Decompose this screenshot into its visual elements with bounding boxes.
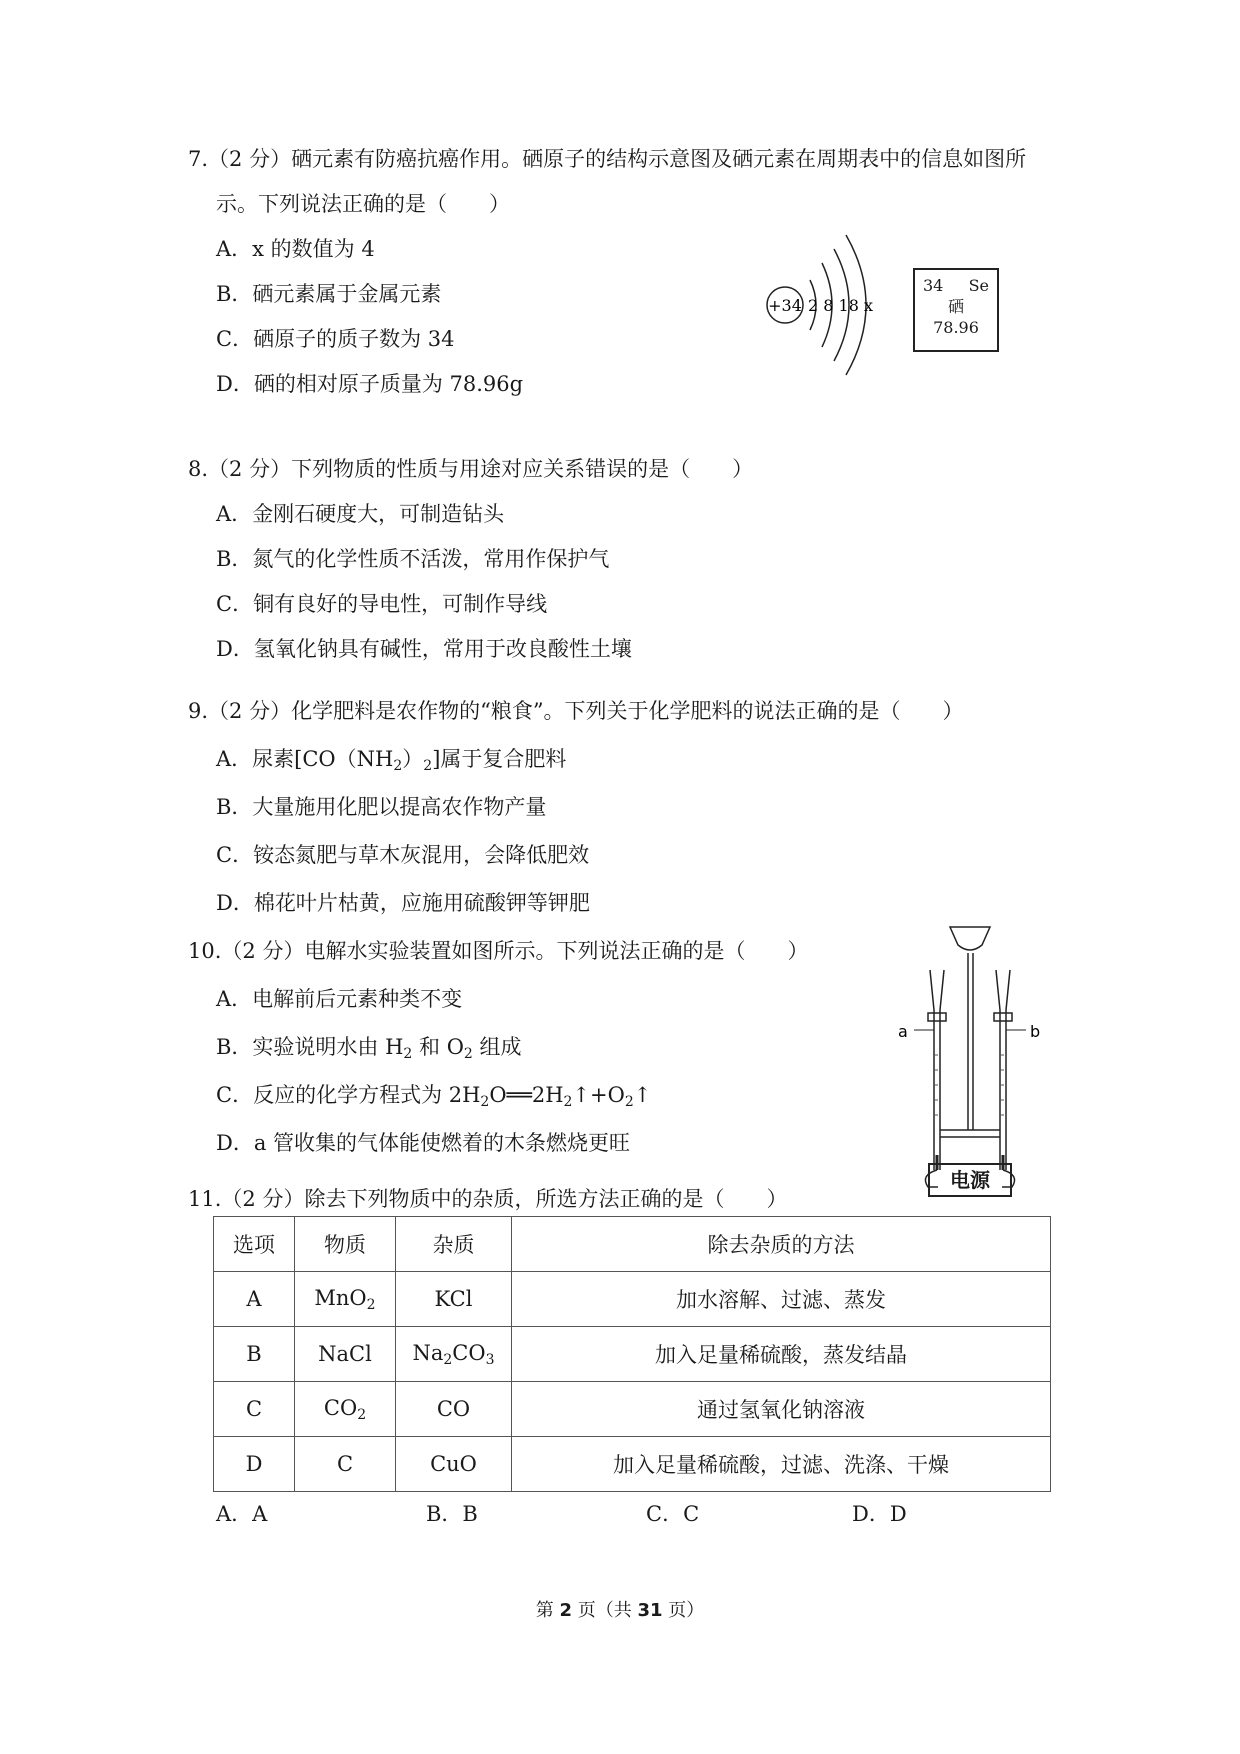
q9-number: 9. bbox=[188, 699, 209, 723]
q9-a-sub1: 2 bbox=[393, 758, 403, 774]
footer-total-pages: 31 bbox=[637, 1600, 663, 1621]
cell-method: 加水溶解、过滤、蒸发 bbox=[512, 1272, 1051, 1327]
q7-stem bbox=[188, 143, 1026, 173]
cell-substance: C bbox=[295, 1437, 396, 1492]
se-atomic-number: 34 bbox=[923, 276, 944, 295]
label-b: b bbox=[1030, 1022, 1041, 1041]
q8-option-c[interactable]: C．铜有良好的导电性，可制作导线 bbox=[216, 592, 548, 616]
q11-answer-c[interactable]: C．C bbox=[646, 1502, 700, 1526]
cell-impurity: $Na_2CO_3$ bbox=[396, 1327, 512, 1382]
q10-c-post: ↑ bbox=[633, 1083, 652, 1107]
q9-a-mid: ） bbox=[402, 747, 424, 771]
nucleus-charge: +34 bbox=[768, 296, 802, 315]
q11-number: 11. bbox=[188, 1187, 222, 1211]
q10-option-c[interactable] bbox=[216, 1079, 651, 1110]
shell-electrons: 2 8 18 x bbox=[808, 296, 873, 315]
cell-method: 加入足量稀硫酸，过滤、洗涤、干燥 bbox=[512, 1437, 1051, 1492]
periodic-table-cell-se bbox=[913, 268, 999, 352]
q10-c-s1: 2 bbox=[480, 1094, 490, 1110]
power-supply-box: 电源 bbox=[928, 1163, 1012, 1197]
q10-c-m1: O══2H bbox=[489, 1083, 564, 1107]
q7-option-c[interactable]: C．硒原子的质子数为 34 bbox=[216, 327, 455, 351]
q10-b-sub2: 2 bbox=[463, 1046, 473, 1062]
q10-c-s2: 2 bbox=[563, 1094, 573, 1110]
q7-stem-line1: （2 分）硒元素有防癌抗癌作用。硒原子的结构示意图及硒元素在周期表中的信息如图所 bbox=[208, 147, 1027, 171]
q10-stem-text: （2 分）电解水实验装置如图所示。下列说法正确的是（ ） bbox=[221, 939, 809, 963]
se-symbol: Se bbox=[968, 276, 989, 295]
left-tube-inner bbox=[940, 970, 944, 1170]
footer-page-number: 2 bbox=[559, 1600, 572, 1621]
q9-option-a[interactable] bbox=[216, 743, 566, 774]
q10-b-post: 组成 bbox=[472, 1035, 522, 1059]
cell-option: B bbox=[214, 1327, 295, 1382]
q10-stem bbox=[188, 935, 808, 965]
se-mass: 78.96 bbox=[933, 317, 979, 337]
q11-answer-d[interactable]: D．D bbox=[852, 1502, 907, 1526]
q10-b-mid: 和 O bbox=[412, 1035, 464, 1059]
q10-number: 10. bbox=[188, 939, 222, 963]
q9-a-sub2: 2 bbox=[423, 758, 433, 774]
q10-c-pre: C．反应的化学方程式为 2H bbox=[216, 1083, 481, 1107]
cell-impurity: KCl bbox=[396, 1272, 512, 1327]
left-stopcock bbox=[928, 1013, 946, 1021]
page-footer bbox=[0, 1596, 1240, 1622]
right-tube-outer bbox=[996, 970, 1000, 1170]
q9-option-c[interactable]: C．铵态氮肥与草木灰混用，会降低肥效 bbox=[216, 843, 590, 867]
cell-option: D bbox=[214, 1437, 295, 1492]
table-row bbox=[214, 1327, 1051, 1382]
q7-stem-line2: 示。下列说法正确的是（ ） bbox=[216, 192, 510, 216]
q7-option-d[interactable]: D．硒的相对原子质量为 78.96g bbox=[216, 372, 524, 396]
cell-substance: MnO$_2$ bbox=[295, 1272, 396, 1327]
q7-option-b[interactable]: B．硒元素属于金属元素 bbox=[216, 282, 442, 306]
cell-substance: NaCl bbox=[295, 1327, 396, 1382]
q10-c-s3: 2 bbox=[624, 1094, 634, 1110]
cell-impurity: CO bbox=[396, 1382, 512, 1437]
q7-number: 7. bbox=[188, 147, 209, 171]
q10-b-sub1: 2 bbox=[403, 1046, 413, 1062]
q8-option-b[interactable]: B．氮气的化学性质不活泼，常用作保护气 bbox=[216, 547, 610, 571]
reservoir-funnel bbox=[950, 927, 990, 950]
q10-c-m2: ↑+O bbox=[572, 1083, 625, 1107]
q11-answer-b[interactable]: B．B bbox=[426, 1502, 478, 1526]
col-header-impurity: 杂质 bbox=[396, 1217, 512, 1272]
se-name: 硒 bbox=[947, 296, 964, 316]
q7-option-a[interactable]: A．x 的数值为 4 bbox=[216, 237, 375, 261]
table-header-row bbox=[214, 1217, 1051, 1272]
right-tube-inner bbox=[1006, 970, 1010, 1170]
impurity-table bbox=[213, 1216, 1051, 1492]
q10-option-a[interactable]: A．电解前后元素种类不变 bbox=[216, 987, 463, 1011]
q8-number: 8. bbox=[188, 457, 209, 481]
q8-stem-text: （2 分）下列物质的性质与用途对应关系错误的是（ ） bbox=[208, 457, 754, 481]
q9-stem-text: （2 分）化学肥料是农作物的“粮食”。下列关于化学肥料的说法正确的是（ ） bbox=[208, 699, 964, 723]
cell-method: 加入足量稀硫酸，蒸发结晶 bbox=[512, 1327, 1051, 1382]
col-header-option: 选项 bbox=[214, 1217, 295, 1272]
footer-mid: 页（共 bbox=[572, 1600, 638, 1621]
electrolysis-apparatus-diagram bbox=[890, 925, 1050, 1195]
q8-option-a[interactable]: A．金刚石硬度大，可制造钻头 bbox=[216, 502, 505, 526]
cell-method: 通过氢氧化钠溶液 bbox=[512, 1382, 1051, 1437]
col-header-substance: 物质 bbox=[295, 1217, 396, 1272]
right-stopcock bbox=[994, 1013, 1012, 1021]
cell-option: A bbox=[214, 1272, 295, 1327]
col-header-method: 除去杂质的方法 bbox=[512, 1217, 1051, 1272]
q10-option-d[interactable]: D．a 管收集的气体能使燃着的木条燃烧更旺 bbox=[216, 1131, 631, 1155]
q8-stem bbox=[188, 453, 753, 483]
q9-a-prefix: A．尿素[CO（NH bbox=[216, 747, 394, 771]
tube-gradations bbox=[934, 1055, 1004, 1115]
q9-a-suffix: ]属于复合肥料 bbox=[432, 747, 567, 771]
table-row bbox=[214, 1272, 1051, 1327]
q10-option-b[interactable] bbox=[216, 1031, 522, 1062]
q9-stem bbox=[188, 695, 964, 725]
table-row bbox=[214, 1437, 1051, 1492]
q8-option-d[interactable]: D．氢氧化钠具有碱性，常用于改良酸性土壤 bbox=[216, 637, 632, 661]
footer-pre: 第 bbox=[535, 1600, 560, 1621]
q11-answer-a[interactable]: A．A bbox=[216, 1502, 268, 1526]
q9-option-d[interactable]: D．棉花叶片枯黄，应施用硫酸钾等钾肥 bbox=[216, 891, 590, 915]
cell-substance: $CO_2$ bbox=[295, 1382, 396, 1437]
cell-option: C bbox=[214, 1382, 295, 1437]
footer-post: 页） bbox=[662, 1600, 705, 1621]
cell-impurity: CuO bbox=[396, 1437, 512, 1492]
q10-b-pre: B．实验说明水由 H bbox=[216, 1035, 404, 1059]
left-tube-outer bbox=[930, 970, 934, 1170]
q11-stem-text: （2 分）除去下列物质中的杂质，所选方法正确的是（ ） bbox=[221, 1187, 788, 1211]
q9-option-b[interactable]: B．大量施用化肥以提高农作物产量 bbox=[216, 795, 547, 819]
label-a: a bbox=[898, 1022, 908, 1041]
q11-stem bbox=[188, 1183, 787, 1213]
table-row bbox=[214, 1382, 1051, 1437]
